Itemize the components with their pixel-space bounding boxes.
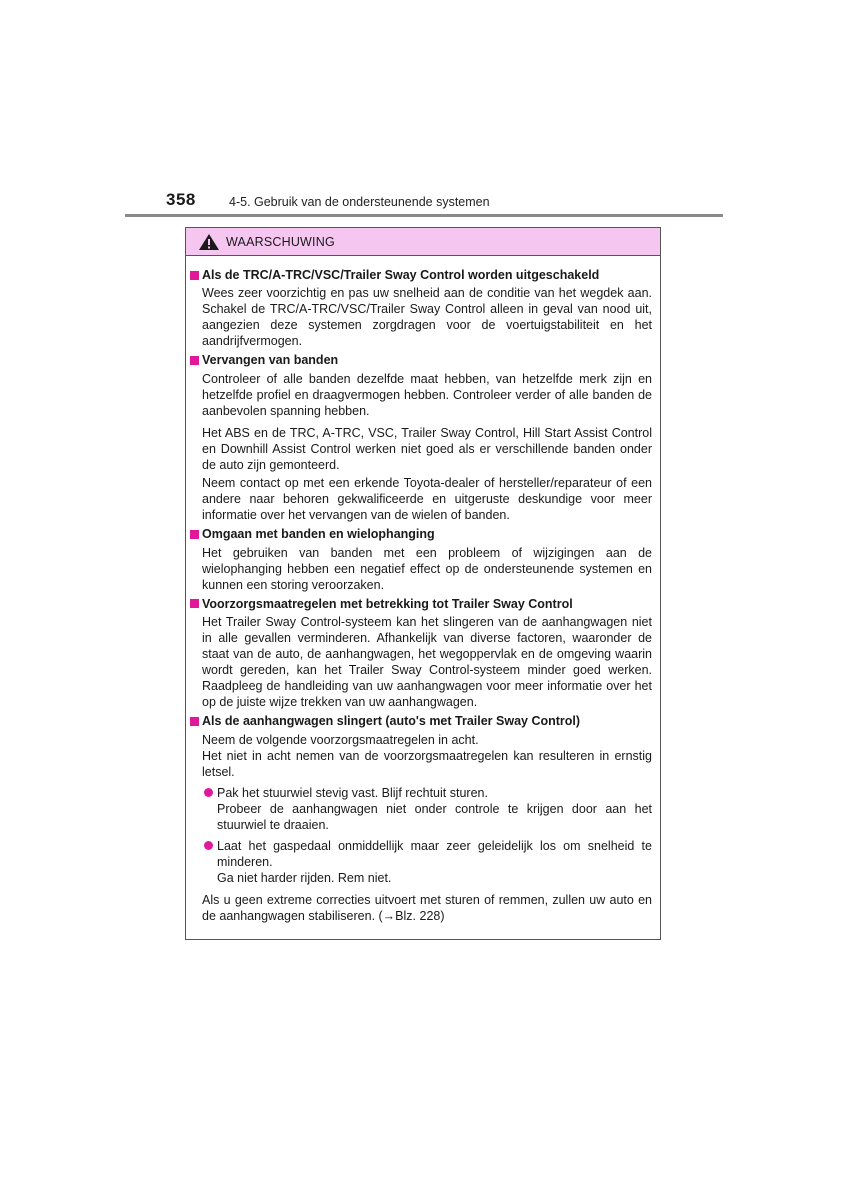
item-heading-text: Als de TRC/A-TRC/VSC/Trailer Sway Control worden uitgeschakeld: [202, 268, 600, 282]
paragraph: Wees zeer voorzichtig en pas uw snelheid aan de conditie van het wegdek aan. Schakel de TRC/A-TRC/VSC/Trailer Sway Control alleen in geval van nood uit, aangezien deze systemen zorgdragen voor de voertuigstabiliteit en het aandrijfvermogen.: [202, 286, 652, 349]
page-header: [0, 0, 848, 220]
paragraph: Controleer of alle banden dezelfde maat hebben, van hetzelfde merk zijn en hetzelfde profiel en draagvermogen hebben. Controleer verder of alle banden de aanbevolen spanning hebben.: [202, 371, 652, 418]
paragraph: Het niet in acht nemen van de voorzorgsmaatregelen kan resulteren in ernstig letsel.: [202, 748, 652, 779]
bullet-line: Probeer de aanhangwagen niet onder controle te krijgen door aan het stuurwiel te draaien.: [217, 801, 652, 832]
bullet-item: [190, 838, 652, 886]
paragraph: Het Trailer Sway Control-systeem kan het slingeren van de aanhangwagen niet in alle gevallen verminderen. Afhankelijk van diverse factoren, waaronder de staat van de auto, de aanhangwagen, het wegoppervlak en de omgeving waarin wordt gereden, kan het Trailer Sway Control-systeem minder goed werken. Raadpleeg de handleiding van uw aanhangwagen voor meer informatie over het op de juiste wijze trekken van uw aanhangwagen.: [202, 614, 652, 710]
warning-triangle-icon: [198, 233, 220, 251]
warning-box: [185, 227, 661, 940]
magenta-square-icon: [190, 599, 199, 608]
item-heading-text: Als de aanhangwagen slingert (auto's met Trailer Sway Control): [202, 714, 581, 729]
page-number: 358: [166, 190, 196, 209]
item-heading: [190, 713, 652, 729]
magenta-dot-icon: [204, 788, 213, 797]
magenta-dot-icon: [204, 841, 213, 850]
closing-paragraph: Als u geen extreme correcties uitvoert met sturen of remmen, zullen uw auto en de aanhangwagen stabiliseren. (→Blz. 228): [202, 893, 652, 924]
warning-header: [186, 228, 660, 256]
paragraph: Het ABS en de TRC, A-TRC, VSC, Trailer Sway Control, Hill Start Assist Control en Downhill Assist Control werken niet goed als er verschillende banden onder de auto zijn gemonteerd.: [202, 425, 652, 473]
item-heading: [190, 596, 652, 612]
bullet-line: Ga niet harder rijden. Rem niet.: [217, 871, 392, 886]
paragraph: Neem de volgende voorzorgsmaatregelen in acht.: [202, 732, 479, 747]
magenta-square-icon: [190, 356, 199, 365]
paragraph: Neem contact op met een erkende Toyota-dealer of hersteller/reparateur of een andere naar behoren gekwalificeerde en uitgeruste deskundige voor meer informatie over het vervangen van de wielen of banden.: [202, 476, 652, 523]
header-divider: [125, 214, 723, 217]
warning-body: [186, 256, 660, 925]
bullet-line: Pak het stuurwiel stevig vast. Blijf rechtuit sturen.: [217, 785, 488, 800]
magenta-square-icon: [190, 717, 199, 726]
magenta-square-icon: [190, 271, 199, 280]
paragraph: Het gebruiken van banden met een probleem of wijzigingen aan de wielophanging hebben een negatief effect op de ondersteunende systemen en kunnen een storing veroorzaken.: [202, 545, 652, 592]
item-heading-text: Omgaan met banden en wielophanging: [202, 527, 435, 542]
bullet-line: Laat het gaspedaal onmiddellijk maar zeer geleidelijk los om snelheid te minderen.: [217, 839, 652, 870]
item-heading-text: Vervangen van banden: [202, 353, 339, 368]
item-heading: [190, 526, 652, 542]
magenta-square-icon: [190, 530, 199, 539]
item-heading: [190, 267, 652, 283]
bullet-item: [190, 785, 652, 833]
section-title: 4-5. Gebruik van de ondersteunende systemen: [229, 195, 490, 209]
item-heading-text: Voorzorgsmaatregelen met betrekking tot Trailer Sway Control: [202, 596, 573, 611]
item-heading: [190, 352, 652, 368]
warning-title: WAARSCHUWING: [226, 234, 335, 249]
